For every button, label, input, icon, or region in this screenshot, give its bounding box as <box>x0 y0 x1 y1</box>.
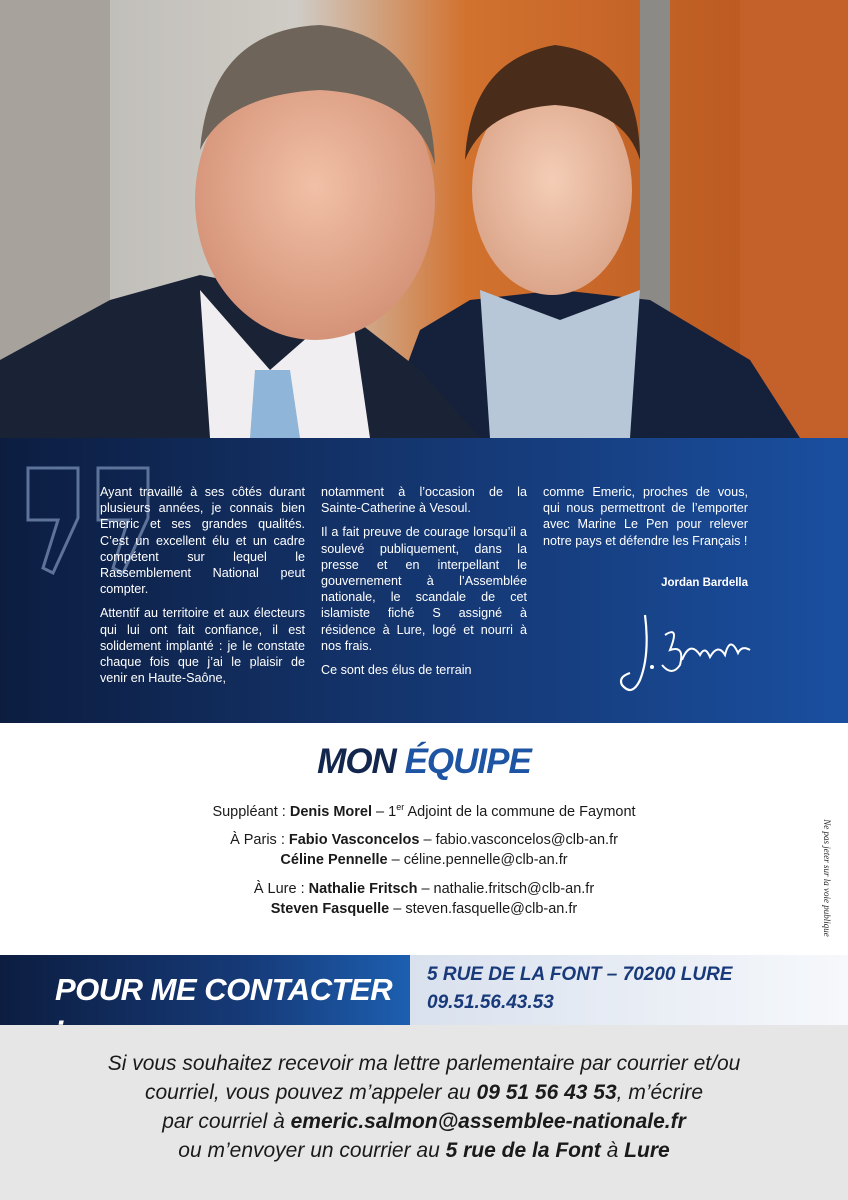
info-email[interactable]: emeric.salmon@assemblee-nationale.fr <box>290 1110 686 1133</box>
info-l2c: , m’écrire <box>616 1081 703 1104</box>
quote-author: Jordan Bardella <box>661 577 748 589</box>
side-note <box>822 808 832 948</box>
team-line-paris-1 <box>0 832 848 848</box>
info-street: 5 rue de la Font <box>445 1139 601 1162</box>
suppleant-role-sup: er <box>396 802 405 812</box>
lure-2-name: Steven Fasquelle <box>270 901 390 917</box>
contact-title: POUR ME CONTACTER <box>55 972 393 1007</box>
quote-paragraph: Il a fait preuve de courage lorsqu’il a soulevé publiquement, dans la presse et en interpellant le gouvernement à l’Assemblée nationale, le scandale de cet islamiste fiché S assigné à résidence à Lure, logé et nourri à nos frais. <box>321 525 527 653</box>
info-city: Lure <box>624 1139 670 1162</box>
portrait-photo <box>0 0 848 438</box>
quote-column-1 <box>100 484 305 694</box>
suppleant-role-a: – 1 <box>372 803 397 820</box>
quote-paragraph: comme Emeric, proches de vous, qui nous permettront de l’emporter avec Marine Le Pen pour relever notre pays et défendre les Français ! <box>543 485 748 548</box>
info-line-1: Si vous souhaitez recevoir ma lettre parlementaire par courrier et/ou <box>107 1052 741 1075</box>
quote-column-2 <box>321 484 527 686</box>
suppleant-role-b: Adjoint de la commune de Faymont <box>404 803 636 820</box>
info-line-4 <box>0 1139 848 1163</box>
contact-address: 5 RUE DE LA FONT – 70200 LURE <box>427 964 733 985</box>
lure-1-email[interactable]: – nathalie.fritsch@clb-an.fr <box>417 881 595 897</box>
lure-label: À Lure : <box>253 881 309 897</box>
team-line-lure-1 <box>0 881 848 897</box>
team-line-lure-2 <box>0 901 848 917</box>
signature-image <box>610 605 760 700</box>
photo-illustration <box>0 0 848 438</box>
info-line-3 <box>0 1110 848 1134</box>
paris-1-name: Fabio Vasconcelos <box>288 832 420 848</box>
lure-2-email[interactable]: – steven.fasquelle@clb-an.fr <box>389 901 578 917</box>
suppleant-label: Suppléant : <box>212 803 290 820</box>
team-title-main: MON <box>317 742 405 781</box>
side-note-text: Ne pas jeter sur la voie publique <box>822 819 832 937</box>
suppleant-name: Denis Morel <box>289 803 373 820</box>
team-title <box>0 742 848 782</box>
contact-phone[interactable]: 09.51.56.43.53 <box>427 992 554 1013</box>
team-line-paris-2 <box>0 852 848 868</box>
lure-1-name: Nathalie Fritsch <box>308 881 418 897</box>
paris-2-name: Céline Pennelle <box>280 852 388 868</box>
paris-1-email[interactable]: – fabio.vasconcelos@clb-an.fr <box>419 832 618 848</box>
info-l3a: par courriel à <box>162 1110 291 1133</box>
info-l4a: ou m’envoyer un courrier au <box>178 1139 446 1162</box>
contact-title-box <box>0 955 410 1025</box>
team-line-suppleant <box>0 802 848 820</box>
paris-2-email[interactable]: – céline.pennelle@clb-an.fr <box>387 852 568 868</box>
paris-label: À Paris : <box>230 832 289 848</box>
info-l2a: courriel, vous pouvez m’appeler au <box>145 1081 477 1104</box>
info-l4c: à <box>600 1139 625 1162</box>
quote-paragraph: Attentif au territoire et aux électeurs qui lui ont fait confiance, il est solidement implanté : je le constate chaque fois que j’ai le plaisir de venir en Haute-Saône, <box>100 606 305 686</box>
quote-paragraph: Ayant travaillé à ses côtés durant plusieurs années, je connais bien Emeric et ses grandes qualités. C’est un excellent élu et un cadre compétent sur lequel le Rassemblement National peut compter. <box>100 485 305 597</box>
quote-paragraph: notamment à l’occasion de la Sainte-Catherine à Vesoul. <box>321 485 527 516</box>
info-line-2 <box>0 1081 848 1105</box>
quote-column-3 <box>543 484 748 557</box>
info-phone[interactable]: 09 51 56 43 53 <box>476 1081 617 1104</box>
team-title-accent: ÉQUIPE <box>404 742 531 781</box>
quote-paragraph: Ce sont des élus de terrain <box>321 663 472 678</box>
